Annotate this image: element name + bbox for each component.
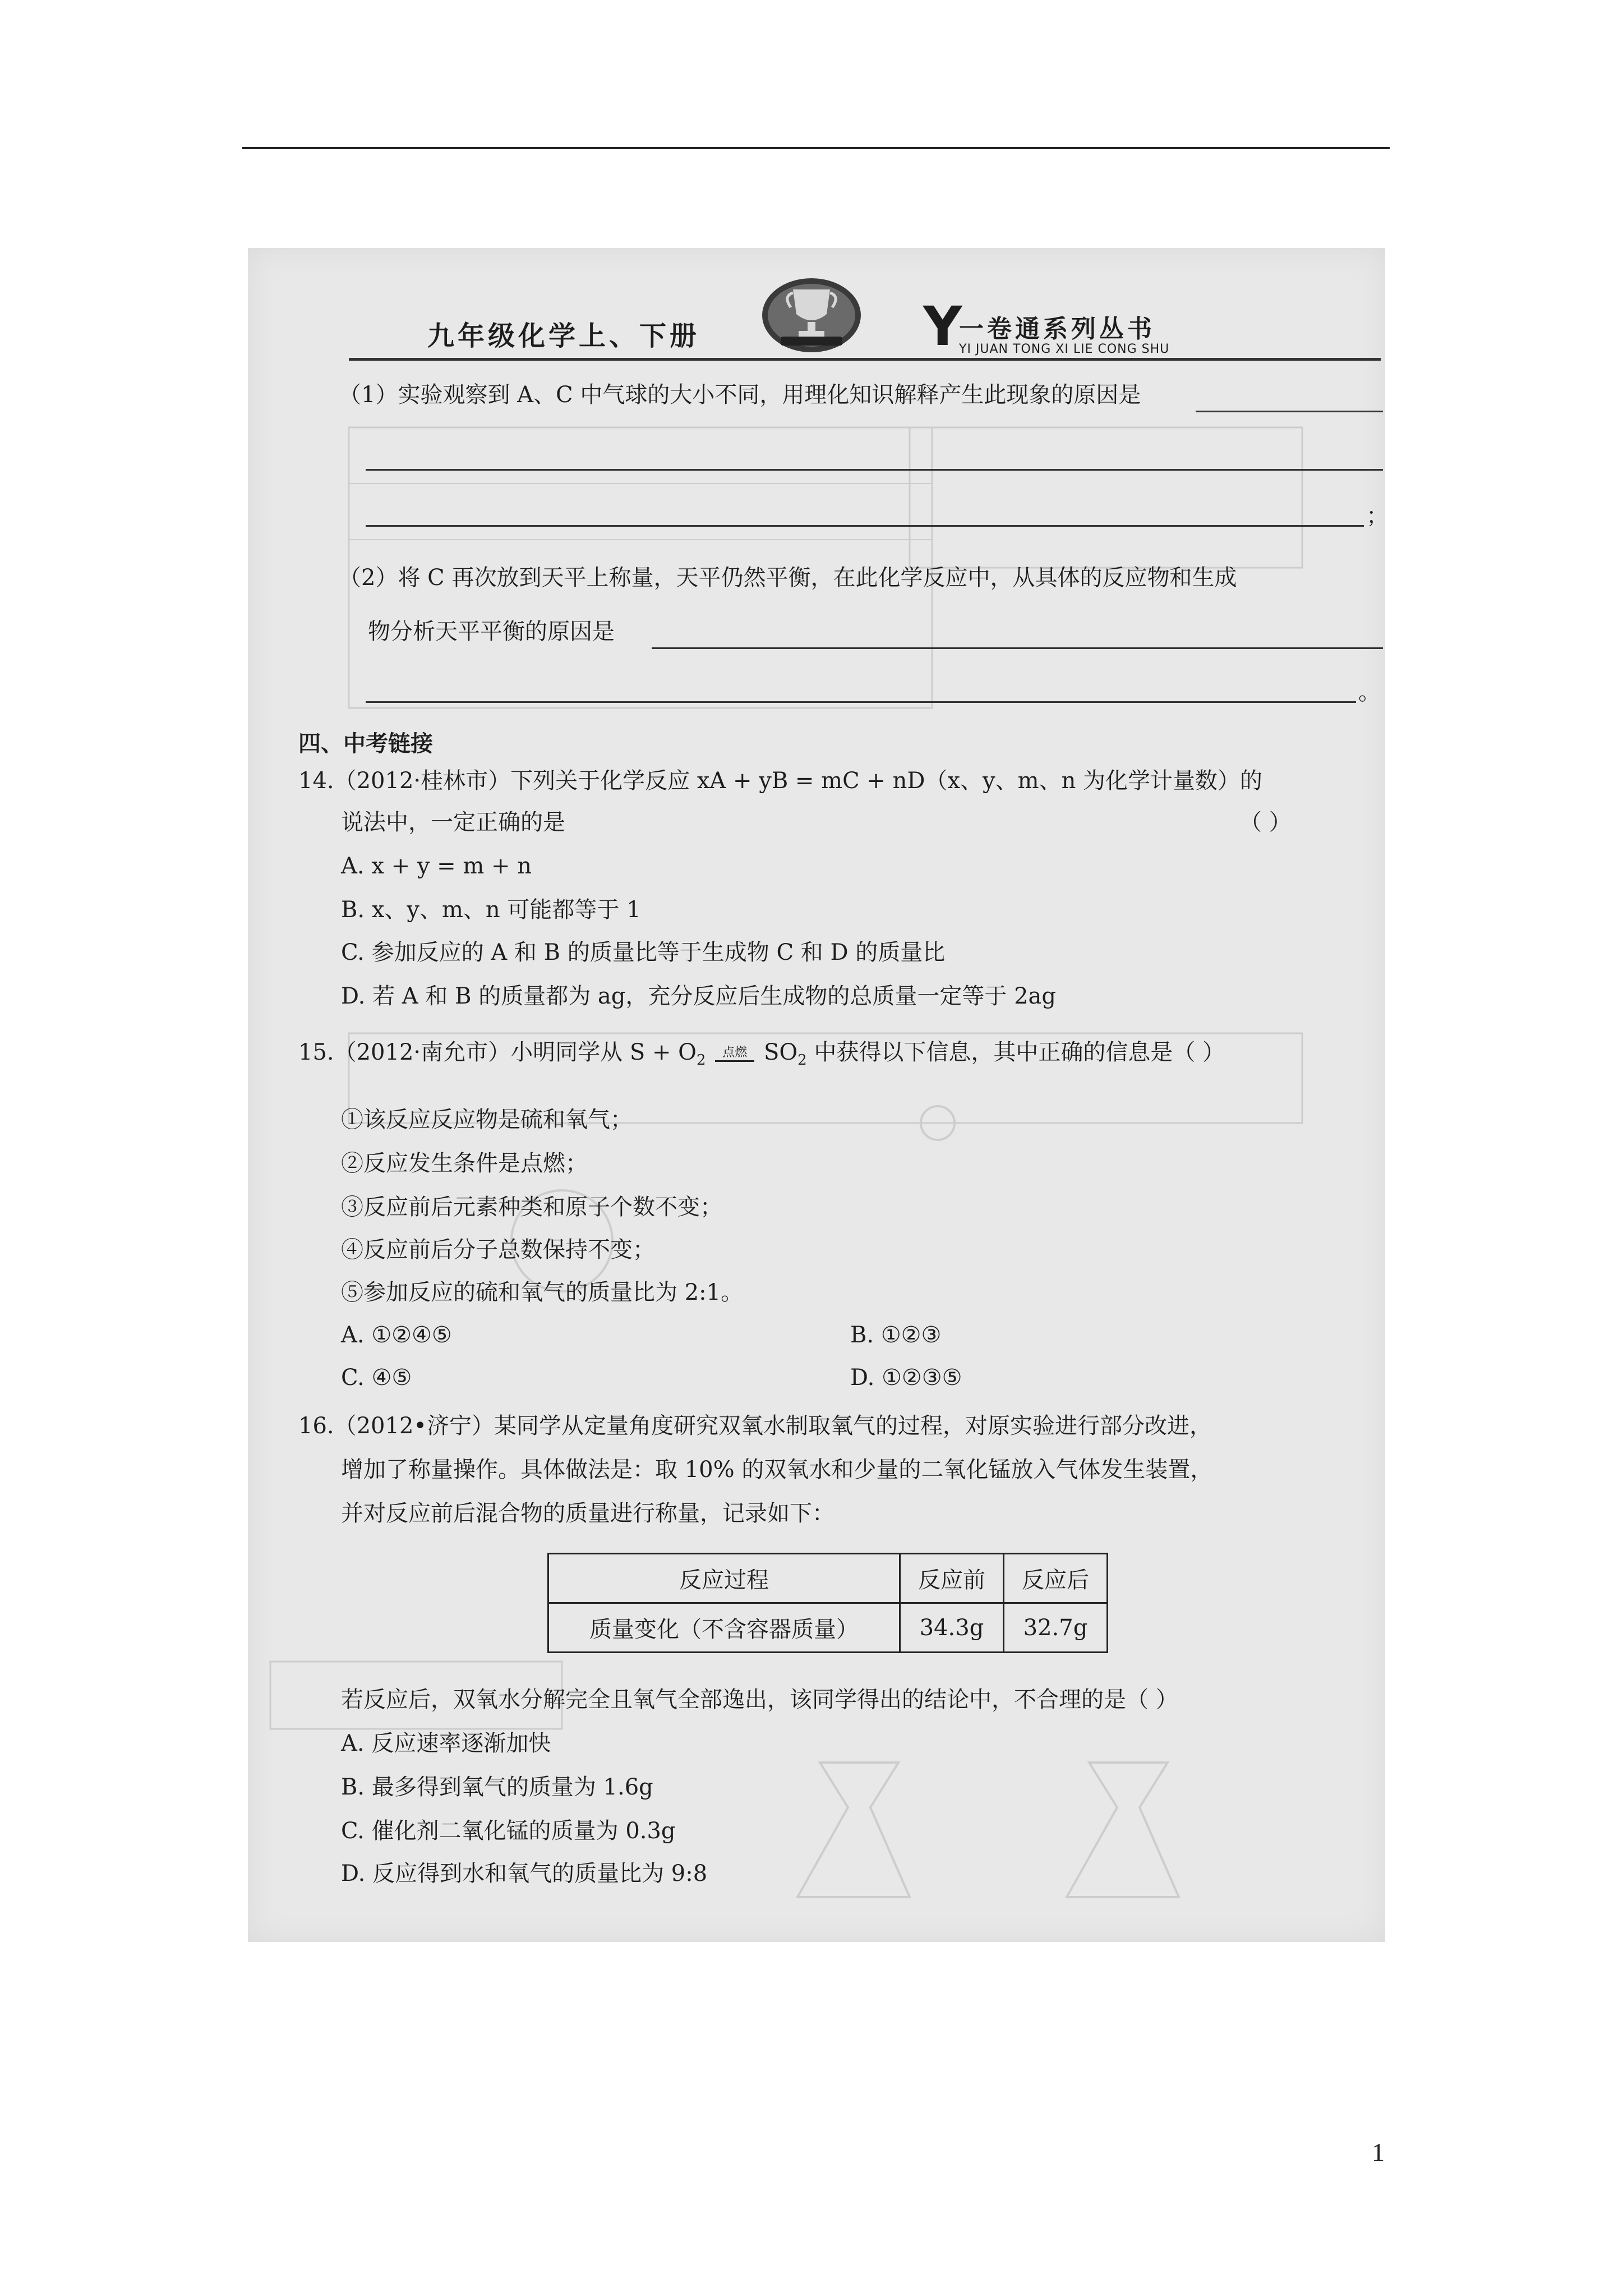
q15-statement-2: ②反应发生条件是点燃；: [341, 1151, 588, 1176]
table-cell: 质量变化（不含容器质量）: [548, 1603, 900, 1653]
section-title: 四、中考链接: [298, 730, 433, 757]
table-row: [548, 1603, 1108, 1653]
q13-part1-blank-2: [366, 469, 1383, 471]
q13-part2-line1: （2）将 C 再次放到天平上称量，天平仍然平衡，在此化学反应中，从具体的反应物和生成: [339, 565, 1237, 591]
q14-option-d: D. 若 A 和 B 的质量都为 ag，充分反应后生成物的总质量一定等于 2ag: [341, 983, 1056, 1009]
q13-part1-text: （1）实验观察到 A、C 中气球的大小不同，用理化知识解释产生此现象的原因是: [339, 382, 1141, 408]
table-header-cell: 反应后: [1004, 1554, 1108, 1603]
q14-option-c: C. 参加反应的 A 和 B 的质量比等于生成物 C 和 D 的质量比: [341, 940, 946, 965]
q13-part2-blank-1: [652, 647, 1383, 649]
q13-part1-end: ；: [1366, 503, 1389, 529]
q15-statement-1: ①该反应反应物是硫和氧气；: [341, 1107, 633, 1133]
mass-record-table: [547, 1553, 1108, 1653]
q14-option-b: B. x、y、m、n 可能都等于 1: [341, 897, 641, 923]
q16-option-d: D. 反应得到水和氧气的质量比为 9:8: [341, 1861, 708, 1887]
header-brand-mark: Y: [923, 295, 962, 358]
q15-option-a: A. ①②④⑤: [341, 1322, 452, 1348]
q16-stem-line1: 16.（2012•济宁）某同学从定量角度研究双氧水制取氧气的过程，对原实验进行部分改进，: [298, 1413, 1212, 1439]
q15-stem-suffix: 中获得以下信息，其中正确的信息是（ ）: [814, 1039, 1225, 1065]
q15-product: SO: [763, 1039, 798, 1065]
table-cell: 34.3g: [900, 1603, 1004, 1653]
q15-option-b: B. ①②③: [850, 1322, 942, 1348]
q15-reaction-bar: [715, 1060, 754, 1062]
q15-stem-subscript: 2: [696, 1052, 706, 1069]
scanned-page: [248, 248, 1389, 1942]
table-header-cell: 反应前: [900, 1554, 1004, 1603]
q14-stem-line2: 说法中，一定正确的是: [341, 809, 565, 835]
q13-part2-blank-2: [366, 701, 1356, 703]
q16-stem-line2: 增加了称量操作。具体做法是：取 10% 的双氧水和少量的二氧化锰放入气体发生装置，: [341, 1457, 1213, 1483]
page-number: 1: [1372, 2138, 1385, 2166]
q16-option-a: A. 反应速率逐渐加快: [341, 1731, 551, 1756]
q15-statement-3: ③反应前后元素种类和原子个数不变；: [341, 1194, 722, 1220]
q15-reaction-condition: 点燃: [722, 1045, 748, 1060]
q15-reaction-arrow: [715, 1047, 754, 1062]
q15-stem: [298, 1039, 1225, 1069]
q15-statement-5: ⑤参加反应的硫和氧气的质量比为 2:1。: [341, 1280, 744, 1305]
q13-part1-blank-3: [366, 525, 1364, 527]
q13-part1-blank-1: [1196, 411, 1383, 412]
q14-stem-line1: 14.（2012·桂林市）下列关于化学反应 xA + yB = mC + nD（x、y、m、n 为化学计量数）的: [298, 768, 1263, 794]
q13-part2-end: 。: [1358, 679, 1381, 705]
q14-answer-paren: （ ）: [1239, 809, 1292, 835]
q16-stem-line3: 并对反应前后混合物的质量进行称量，记录如下：: [341, 1501, 834, 1526]
q15-product-subscript: 2: [797, 1052, 807, 1069]
q15-option-d: D. ①②③⑤: [850, 1365, 962, 1391]
table-cell: 32.7g: [1004, 1603, 1108, 1653]
table-header-cell: 反应过程: [548, 1554, 900, 1603]
q15-statement-4: ④反应前后分子总数保持不变；: [341, 1237, 655, 1263]
table-header-row: [548, 1554, 1108, 1603]
q16-question: 若反应后，双氧水分解完全且氧气全部逸出，该同学得出的结论中，不合理的是（ ）: [341, 1687, 1178, 1713]
trophy-logo-icon: [758, 270, 865, 355]
header-left-title: 九年级化学上、下册: [427, 320, 700, 352]
page-top-rule: [242, 147, 1390, 149]
q16-option-b: B. 最多得到氧气的质量为 1.6g: [341, 1774, 653, 1800]
q15-option-c: C. ④⑤: [341, 1365, 412, 1391]
header-right-subtitle: YI JUAN TONG XI LIE CONG SHU: [959, 342, 1170, 356]
q13-part2-line2: 物分析天平平衡的原因是: [368, 619, 615, 645]
q16-option-c: C. 催化剂二氧化锰的质量为 0.3g: [341, 1818, 676, 1844]
q14-option-a: A. x + y = m + n: [341, 853, 532, 879]
q15-stem-prefix: 15.（2012·南允市）小明同学从 S + O: [298, 1039, 697, 1065]
header-rule: [349, 358, 1381, 361]
header-right-title: 一卷通系列丛书: [959, 315, 1155, 343]
